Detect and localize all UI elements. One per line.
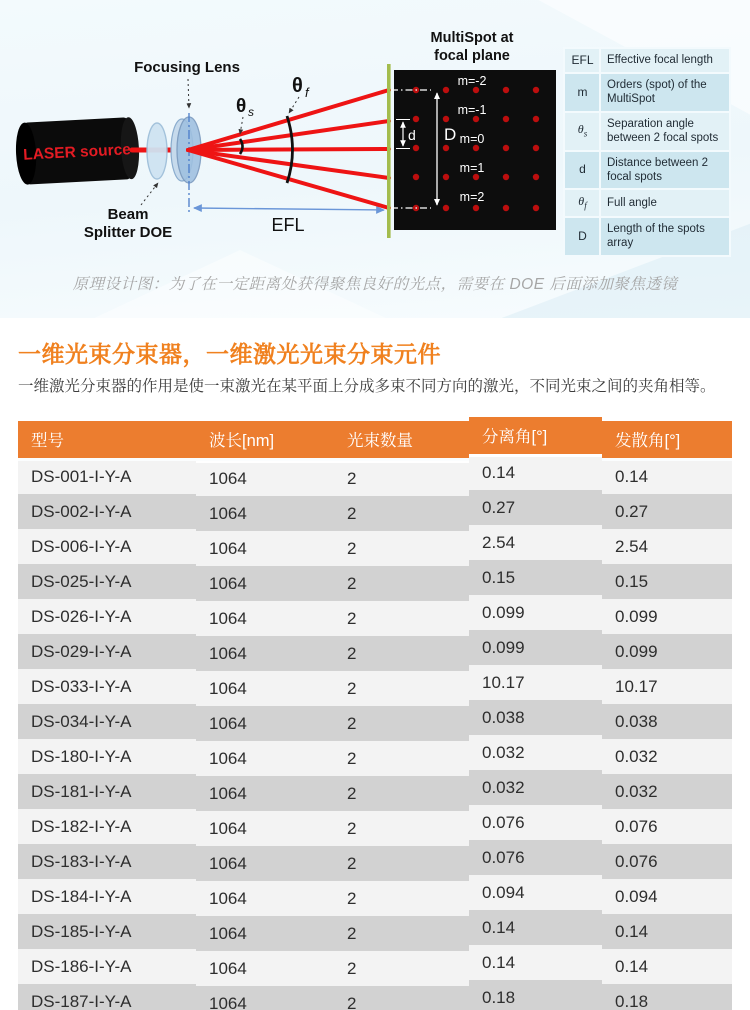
col-header-model: 型号 [18,421,196,459]
legend-table-body [564,48,730,256]
table-cell: 2 [334,496,469,531]
table-row [18,949,732,984]
table-cell: DS-029-I-Y-A [18,634,196,669]
table-cell: 0.18 [602,984,732,1010]
svg-text:f: f [305,85,309,100]
table-cell: 0.099 [469,595,602,630]
legend-description: Length of the spots array [600,217,730,256]
table-cell: 0.14 [469,910,602,945]
table-cell: DS-034-I-Y-A [18,704,196,739]
table-cell: 0.15 [469,560,602,595]
multispot-dot [533,145,539,151]
multispot-dot [413,174,419,180]
table-row [18,459,732,494]
multispot-panel [391,70,556,230]
multispot-dot [503,205,509,211]
legend-row [564,217,730,256]
col-header-beam-count: 光束数量 [334,421,469,459]
multispot-dot [533,87,539,93]
spec-table [18,421,732,1010]
multispot-dot [503,116,509,122]
table-cell: 1064 [196,671,334,706]
legend-row [564,48,730,73]
multispot-dot [443,145,449,151]
table-cell: 0.14 [469,945,602,980]
table-cell: 0.076 [602,809,732,844]
table-cell: 0.14 [602,459,732,494]
table-cell: 2 [334,916,469,951]
table-cell: 0.076 [602,844,732,879]
table-row [18,669,732,704]
table-cell: 0.27 [469,490,602,525]
table-cell: 0.094 [469,875,602,910]
table-cell: 2 [334,951,469,986]
legend-row [564,151,730,190]
table-cell: 0.099 [602,599,732,634]
table-row [18,774,732,809]
table-cell: 1064 [196,636,334,671]
order-label: m=-2 [457,74,487,88]
table-cell: 1064 [196,986,334,1010]
multispot-dot [413,116,419,122]
table-cell: DS-181-I-Y-A [18,774,196,809]
table-row [18,984,732,1010]
table-cell: 0.076 [469,840,602,875]
multispot-dot [503,87,509,93]
table-row [18,529,732,564]
table-cell: DS-184-I-Y-A [18,879,196,914]
table-cell: 1064 [196,496,334,531]
order-label: m=1 [459,161,485,175]
table-cell: 2 [334,531,469,566]
multispot-title-line1: MultiSpot at [430,30,514,46]
table-row [18,879,732,914]
legend-description: Separation angle between 2 focal spots [600,112,730,151]
svg-text:s: s [248,105,254,119]
spec-table-body [18,459,732,1010]
table-row [18,739,732,774]
order-label: m=-1 [457,103,487,117]
beam-splitter-label [84,183,172,241]
focal-plane-screen [387,64,391,238]
table-cell: 1064 [196,811,334,846]
table-row [18,634,732,669]
table-cell: 2 [334,671,469,706]
laser-source-label: LASER source [22,141,132,164]
table-row [18,809,732,844]
legend-symbol: m [564,73,600,112]
diagram-caption: 原理设计图：为了在一定距离处获得聚焦良好的光点，需要在 DOE 后面添加聚焦透镜 [72,276,678,293]
laser-source [14,117,140,185]
multispot-dot [443,87,449,93]
multispot-dot [413,145,419,151]
table-cell: 0.099 [469,630,602,665]
table-row [18,564,732,599]
table-cell: 2 [334,566,469,601]
multispot-dot [443,116,449,122]
table-cell: 0.14 [602,949,732,984]
legend-table [563,47,731,257]
table-cell: DS-183-I-Y-A [18,844,196,879]
col-header-wavelength: 波长[nm] [196,421,334,459]
table-cell: DS-187-I-Y-A [18,984,196,1010]
table-row [18,599,732,634]
table-cell: 1064 [196,951,334,986]
table-cell: DS-182-I-Y-A [18,809,196,844]
table-cell: DS-001-I-Y-A [18,459,196,494]
table-cell: 2.54 [602,529,732,564]
legend-description: Distance between 2 focal spots [600,151,730,190]
output-beams [188,90,389,208]
table-row [18,494,732,529]
table-cell: 0.038 [602,704,732,739]
table-cell: 0.032 [602,774,732,809]
legend-description: Full angle [600,189,730,217]
theta-s-label [236,96,254,134]
table-cell: 1064 [196,601,334,636]
col-header-divergence-angle: 发散角[°] [602,421,732,459]
col-header-separation-angle: 分离角[°] [469,417,602,455]
diagram-hero-section [0,0,750,318]
table-cell: 0.27 [602,494,732,529]
multispot-dot [443,174,449,180]
efl-label: EFL [271,215,305,235]
table-cell: 2 [334,636,469,671]
multispot-dot [533,205,539,211]
table-cell: 1064 [196,531,334,566]
svg-text:θ: θ [236,96,247,117]
table-cell: DS-025-I-Y-A [18,564,196,599]
svg-text:Splitter DOE: Splitter DOE [83,224,173,241]
legend-symbol: $\theta_f$ [564,189,600,217]
table-cell: 0.15 [602,564,732,599]
multispot-title-line2: focal plane [434,48,510,64]
table-cell: 0.032 [469,770,602,805]
order-label: m=0 [459,132,485,146]
legend-row [564,112,730,151]
table-cell: 1064 [196,461,334,496]
order-label: m=2 [459,190,485,204]
legend-description: Effective focal length [600,48,730,73]
table-cell: 2 [334,706,469,741]
table-cell: DS-033-I-Y-A [18,669,196,704]
svg-text:d: d [408,127,416,143]
legend-row [564,73,730,112]
page-title: 一维光束分束器，一维激光光束分束元件 [18,341,441,367]
table-row [18,844,732,879]
table-cell: 10.17 [469,665,602,700]
spec-table-container [18,421,732,1010]
legend-symbol: d [564,151,600,190]
table-cell: 0.094 [602,879,732,914]
legend-symbol: $\theta_s$ [564,112,600,151]
focusing-lens-label [134,59,240,108]
svg-text:Focusing Lens: Focusing Lens [134,59,240,76]
table-row [18,914,732,949]
table-cell: 0.076 [469,805,602,840]
svg-text:Beam: Beam [107,206,149,223]
beam-splitter-doe-disc [147,123,167,179]
table-cell: 0.14 [602,914,732,949]
table-cell: 2 [334,601,469,636]
table-cell: 2.54 [469,525,602,560]
svg-text:θ: θ [292,75,303,97]
table-cell: 0.032 [469,735,602,770]
table-cell: DS-026-I-Y-A [18,599,196,634]
legend-symbol: EFL [564,48,600,73]
table-cell: 1064 [196,566,334,601]
table-cell: 2 [334,986,469,1010]
separation-angle-arc [240,139,243,154]
table-cell: 2 [334,461,469,496]
legend-row [564,189,730,217]
table-cell: 1064 [196,846,334,881]
table-cell: 2 [334,881,469,916]
multispot-dot [503,174,509,180]
table-cell: 1064 [196,776,334,811]
multispot-dot [533,116,539,122]
table-cell: 0.032 [602,739,732,774]
svg-text:D: D [444,125,457,144]
table-cell: 1064 [196,706,334,741]
theta-f-label [289,75,310,113]
table-row [18,704,732,739]
legend-symbol: D [564,217,600,256]
table-cell: 0.14 [469,455,602,490]
table-cell: DS-002-I-Y-A [18,494,196,529]
table-cell: 2 [334,846,469,881]
optical-diagram [0,0,560,260]
table-cell: DS-185-I-Y-A [18,914,196,949]
efl-dimension-arrow [194,208,384,210]
table-cell: 1064 [196,741,334,776]
spec-table-head [18,421,732,459]
table-cell: 2 [334,811,469,846]
multispot-dot [503,145,509,151]
section-description: 一维激光分束器的作用是使一束激光在某平面上分成多束不同方向的激光，不同光束之间的夹角相等。 [18,378,716,395]
legend-description: Orders (spot) of the MultiSpot [600,73,730,112]
spec-header-row [18,421,732,459]
table-cell: 2 [334,741,469,776]
table-cell: 10.17 [602,669,732,704]
table-cell: 0.099 [602,634,732,669]
table-cell: 1064 [196,881,334,916]
multispot-dot [533,174,539,180]
multispot-dot [443,205,449,211]
multispot-dot [473,205,479,211]
table-cell: DS-186-I-Y-A [18,949,196,984]
table-cell: DS-180-I-Y-A [18,739,196,774]
table-cell: 0.18 [469,980,602,1010]
table-cell: DS-006-I-Y-A [18,529,196,564]
table-cell: 2 [334,776,469,811]
table-cell: 1064 [196,916,334,951]
table-cell: 0.038 [469,700,602,735]
